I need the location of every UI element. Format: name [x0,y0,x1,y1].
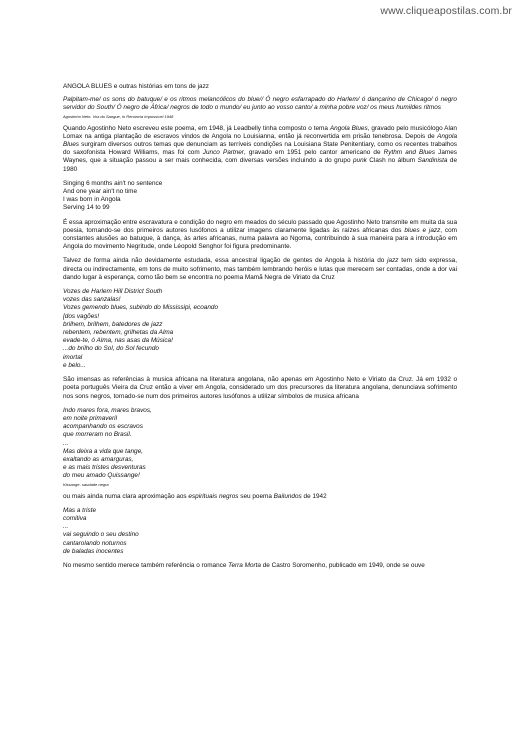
paragraph-6 [63,562,457,570]
poem-bailundos [63,507,457,556]
poem-line: vozes das sanzalas! [63,296,121,304]
poem-line: Indo mares fora, mares bravos, [63,406,152,414]
poem-line: e belo... [63,361,86,369]
poem-line: Vozes de Harlem Hill District South [63,288,163,296]
lyric-line: And one year ain't no time [63,188,138,196]
poem-line: que morreram no Brasil. [63,431,132,439]
lyric-line: I was born in Angola [63,196,121,204]
poem-line: ... [63,439,69,447]
text-run: Angola Blues [329,124,368,132]
text-run: Junco Partner [202,149,244,157]
text-run: Angola Blues [63,132,457,149]
text-run: , com constantes alusões ao batuque, à dança, às artes africanas, numa palavra ao Ngoma, contribuindo à sua maneira para a introdução em Angola do movimento Negritude, onde Léopold Senghor foi figura predominante. [63,226,458,251]
poem-line: Vozes gemendo blues, subindo do Mississipi, ecoando [63,304,219,312]
paragraph-3 [63,257,457,282]
poem-line: e as mais tristes desventuras [63,464,146,472]
poem-line: vai seguindo o seu destino [63,531,139,539]
poem-line: ... [63,523,69,531]
lyrics-block [63,180,457,213]
text-run: Talvez de forma ainda não devidamente estudada, essa ancestral ligação de gentes de Angola à história do [63,257,388,265]
poem-line: rebentem, rebentem, grilhetas da Alma [63,329,174,337]
poem-quissange [63,407,457,481]
epigraph: Palpitam-me/ os sons do batuque/ e os ritmos melancólicos do blue// Ó negro esfarrapado do Harlem/ ó dançarino de Chicago/ ó negro servidor do South/ Ó negro de África/ negros de todo o mundo/ eu junto ao vosso canto/ a minha pobre voz/ os meus humildes ritmos [63,96,457,112]
document-body [63,83,457,576]
text-run: punk [352,157,367,165]
text-run: É essa aproximação entre escravatura e condição do negro em meados do século passado que Agostinho Neto transmite em muita da sua poesia, tornando-se dos primeiros autores lusófonos a utilizar imagens claramente ligadas às raízes africanas dos [63,218,457,234]
text-run: Rythm and Blues [383,149,436,157]
poem-line: acompanhando os escravos [63,423,143,431]
paragraph-1 [63,125,457,174]
text-run: de 1942 [301,492,327,500]
poem-line: cantarolando noturnos [63,539,127,547]
lyric-line: Singing 6 months ain't no sentence [63,179,163,187]
text-run: James Waynes, que a situação passou a ser mais conhecida, com diversas versões incluindo a do grupo [63,149,457,165]
poem-line: evade-te, ó Alma, nas asas da Música! [63,337,173,345]
site-url[interactable]: www.cliqueapostilas.com.br [380,5,512,17]
text-run: , gravado pelo musicólogo Alan Lomax na antiga plantação de escravos vindos de Angola no Louisianna, então já reconvertida em prisão tenebrosa. Depois de [63,124,457,140]
poem-line: [dos vagões! [63,312,100,320]
poem-line: comitiva [63,514,87,522]
text-run: de Castro Soromenho, publicado em 1949, onde se ouve [260,561,425,569]
poem-line: exaltando as amarguras, [63,455,134,463]
paragraph-2 [63,219,457,252]
text-run: Sandinista [417,157,448,165]
poem-line: imortal [63,353,83,361]
poem-footnote: Kissange- saudade negra [63,481,109,487]
text-run: tem sido expressa, directa ou indirectamente, em tons de muito sofrimento, mas também lembrando heróis e lutas que merecem ser contadas, onde a dor vai dando lugar à esperança, como tão bem se encontra no poema Mamã Negra de Viriato da Cruz [63,257,457,281]
epigraph-source: Agostinho Neto. Voz do Sangue, in Renúncia Impossível 1948 [63,113,174,119]
poem-mama-negra [63,288,457,370]
poem-line: de baladas inocentes [63,547,124,555]
text-run: No mesmo sentido merece também referência o romance [63,561,229,569]
poem-line: em noite primaveril [63,414,117,422]
lyric-line: Serving 14 to 99 [63,204,110,212]
text-run: blues e jazz [404,226,441,234]
text-run: ou mais ainda numa clara aproximação aos [63,492,189,500]
text-run: Terra Morta [228,561,261,569]
document-title: ANGOLA BLUES e outras histórias em tons de jazz [63,83,209,90]
paragraph-4: São imensas as referências à musica africana na literatura angolana, não apenas em Agostinho Neto e Viriato da Cruz. Já em 1932 o poeta português Vieira da Cruz então a viver em Angola, considerado um dos precursores da literatura angolana, denunciava sofrimento nos sons negros, tornado-se num dos primeiros autores lusófonos a utilizar símbolos de musica africana [63,376,457,400]
poem-line: Mas deixa a vida que tange, [63,447,143,455]
poem-line: Mas a triste [63,506,97,514]
text-run: Clash no álbum [366,157,418,165]
text-run: Quando Agostinho Neto escreveu este poema, em 1948, já Leadbelly tinha composto o tema [63,124,330,132]
text-run: Bailundos [273,492,302,500]
poem-line: ...do brilho do Sol, do Sol fecundo [63,345,159,353]
text-run: de 1980 [63,157,457,173]
poem-line: brilhem, brilhem, batedores de jazz [63,320,163,328]
poem-line: do meu amado Quissange! [63,472,140,480]
text-run: , gravado em 1951 pelo cantor americano de [243,149,384,157]
paragraph-5 [63,493,457,501]
text-run: jazz [387,257,399,265]
text-run: espirituais negros [188,492,239,500]
text-run: surgiram diversos outros temas que denunciam as terríveis condições na Louisiana State Penitentiary, como os recentes trabalhos do saxofonista Howard Williams, mas foi com [63,141,457,157]
text-run: seu poema [238,492,274,500]
